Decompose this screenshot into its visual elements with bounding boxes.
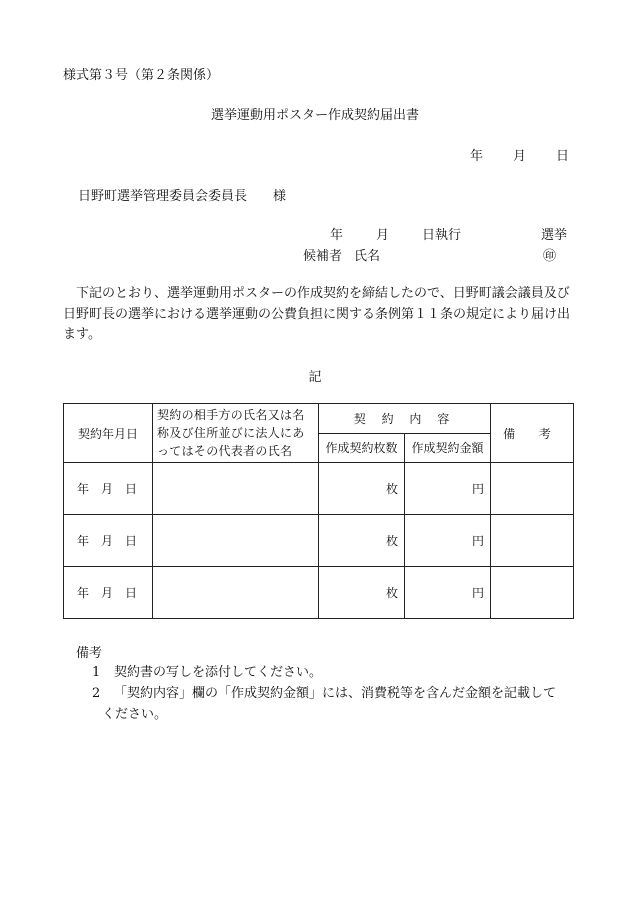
addressee-name: 日野町選挙管理委員会委員長 (78, 189, 248, 204)
row-month: 月 (100, 482, 115, 496)
ki-heading: 記 (308, 370, 322, 385)
row-date-cell (64, 567, 153, 619)
row-count-cell: 枚 (319, 567, 405, 619)
note-text-line1: 「契約内容」欄の「作成契約金額」には、消費税等を含んだ金額を記載して (114, 686, 557, 701)
row-date-cell (64, 463, 153, 515)
table-row (64, 463, 574, 515)
header-contract-date: 契約年月日 (64, 404, 153, 463)
date-day-label: 日 (556, 149, 570, 164)
header-remarks: 備 考 (491, 404, 574, 463)
candidate-label: 候補者 (303, 249, 343, 264)
notes-title: 備考 (76, 646, 103, 661)
row-day: 日 (125, 534, 140, 548)
header-amount: 作成契約金額 (405, 433, 491, 463)
row-year: 年 (76, 482, 91, 496)
row-remarks-cell (491, 567, 574, 619)
submission-date (470, 145, 569, 164)
row-count-cell: 枚 (319, 463, 405, 515)
header-count: 作成契約枚数 (319, 433, 405, 463)
exec-day-label: 日執行 (422, 228, 462, 243)
row-month: 月 (100, 586, 115, 600)
note-number: 1 (92, 665, 101, 680)
table-row (64, 567, 574, 619)
date-year-label: 年 (470, 149, 484, 164)
note-item (92, 662, 568, 683)
note-text: 契約書の写しを添付してください。 (114, 665, 323, 680)
row-date-cell (64, 515, 153, 567)
form-number: 様式第３号（第２条関係） (63, 68, 220, 83)
note-number: 2 (92, 686, 101, 701)
exec-election-label: 選挙 (541, 228, 568, 243)
addressee-honorific: 様 (273, 189, 287, 204)
row-party-cell (153, 515, 319, 567)
header-party: 契約の相手方の氏名又は名称及び住所並びに法人にあってはその代表者の氏名 (153, 404, 319, 463)
exec-month-label: 月 (376, 228, 390, 243)
contract-table (63, 403, 574, 619)
row-amount-cell: 円 (405, 463, 491, 515)
row-amount-cell: 円 (405, 567, 491, 619)
row-party-cell (153, 463, 319, 515)
row-month: 月 (100, 534, 115, 548)
row-remarks-cell (491, 463, 574, 515)
candidate-line (303, 245, 380, 264)
addressee (78, 185, 286, 204)
document-title: 選挙運動用ポスター作成契約届出書 (210, 108, 419, 123)
row-amount-cell: 円 (405, 515, 491, 567)
election-execution-line (330, 224, 567, 243)
body-text: 下記のとおり、選挙運動用ポスターの作成契約を締結したので、日野町議会議員及び日野町長の選挙における選挙運動の公費負担に関する条例第１１条の規定により届け出ます。 (63, 286, 571, 342)
row-day: 日 (125, 482, 140, 496)
exec-year-label: 年 (330, 228, 344, 243)
row-year: 年 (76, 534, 91, 548)
note-text-line2: ください。 (102, 707, 168, 722)
note-item (92, 683, 568, 725)
seal-mark: ㊞ (543, 249, 557, 264)
table-row (64, 515, 574, 567)
header-content: 契 約 内 容 (319, 404, 491, 434)
row-day: 日 (125, 586, 140, 600)
row-remarks-cell (491, 515, 574, 567)
table-header-row (64, 404, 574, 434)
row-year: 年 (76, 586, 91, 600)
row-count-cell: 枚 (319, 515, 405, 567)
candidate-name-label: 氏名 (354, 249, 381, 264)
date-month-label: 月 (513, 149, 527, 164)
row-party-cell (153, 567, 319, 619)
